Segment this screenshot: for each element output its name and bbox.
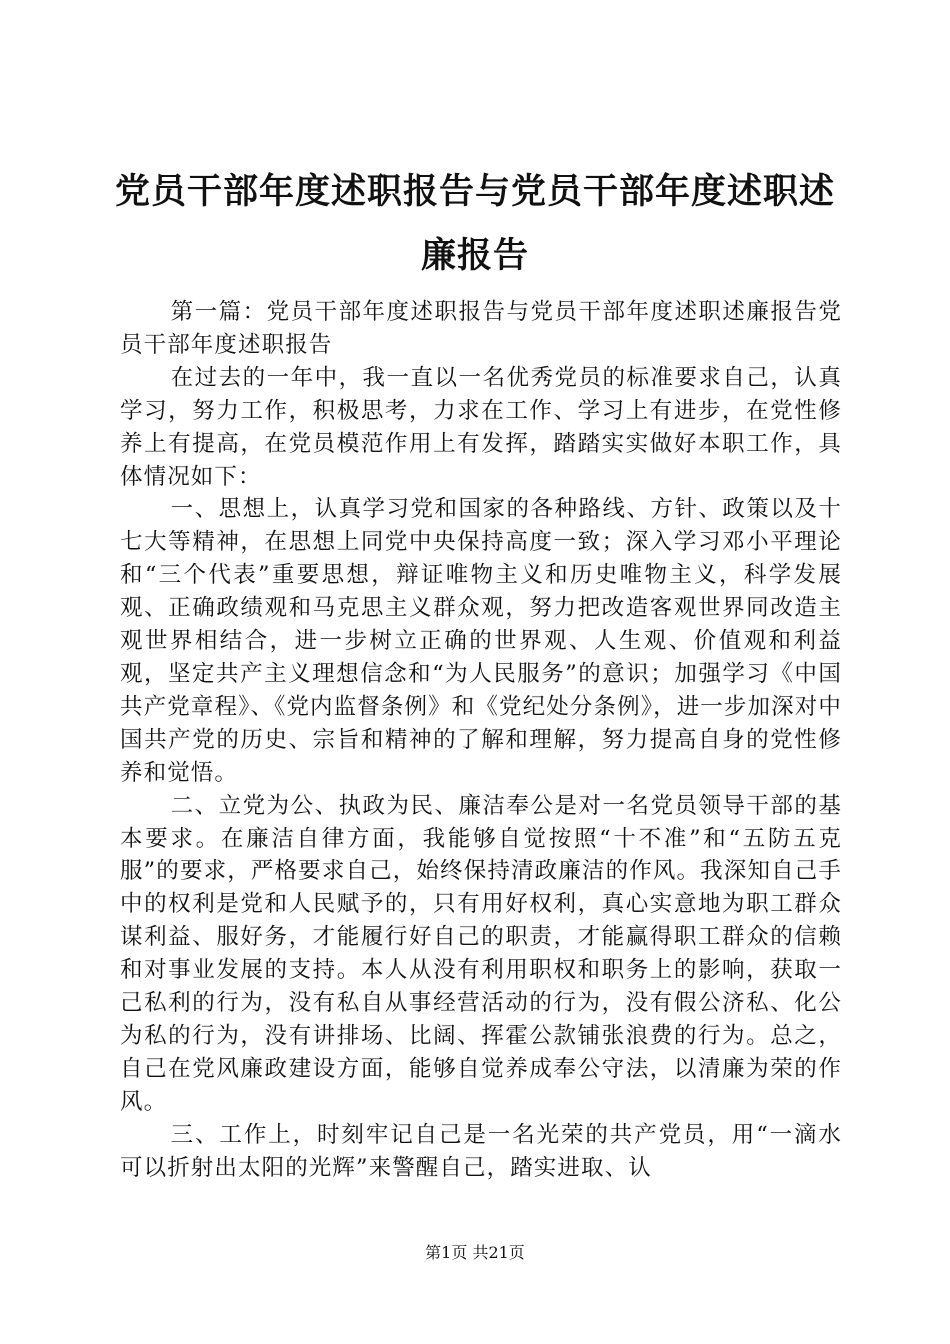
document-body: [120, 296, 842, 1184]
paragraph-work: 三、工作上，时刻牢记自己是一名光荣的共产党员，用“一滴水可以折射出太阳的光辉”来警醒自己，踏实进取、认: [120, 1121, 842, 1181]
paragraph-intro: 在过去的一年中，我一直以一名优秀党员的标准要求自己，认真学习，努力工作，积极思考，力求在工作、学习上有进步，在党性修养上有提高，在党员模范作用上有发挥，踏踏实实做好本职工作，具体情况如下：: [120, 364, 842, 490]
document-title: 党员干部年度述职报告与党员干部年度述职述廉报告: [114, 171, 835, 276]
paragraph-ideology: 一、思想上，认真学习党和国家的各种路线、方针、政策以及十七大等精神，在思想上同党中央保持高度一致；深入学习邓小平理论和“三个代表”重要思想，辩证唯物主义和历史唯物主义，科学发展观、正确政绩观和马克思主义群众观，努力把改造客观世界同改造主观世界相结合，进一步树立正确的世界观、人生观、价值观和利益观，坚定共产主义理想信念和“为人民服务”的意识；加强学习《中国共产党章程》、《党内监督条例》和《党纪处分条例》，进一步加深对中国共产党的历史、宗旨和精神的了解和理解，努力提高自身的党性修养和觉悟。: [120, 496, 842, 786]
paragraph-integrity: 二、立党为公、执政为民、廉洁奉公是对一名党员领导干部的基本要求。在廉洁自律方面，我能够自觉按照“十不准”和“五防五克服”的要求，严格要求自己，始终保持清政廉洁的作风。我深知自己手中的权利是党和人民赋予的，只有用好权利，真心实意地为职工群众谋利益、服好务，才能履行好自己的职责，才能赢得职工群众的信赖和对事业发展的支持。本人从没有利用职权和职务上的影响，获取一己私利的行为，没有私自从事经营活动的行为，没有假公济私、化公为私的行为，没有讲排场、比阔、挥霍公款铺张浪费的行为。总之，自己在党风廉政建设方面，能够自觉养成奉公守法，以清廉为荣的作风。: [120, 792, 842, 1115]
paragraph-heading: 第一篇：党员干部年度述职报告与党员干部年度述职述廉报告党员干部年度述职报告: [120, 299, 842, 358]
page-number: 第1页 共21页: [425, 1243, 525, 1262]
